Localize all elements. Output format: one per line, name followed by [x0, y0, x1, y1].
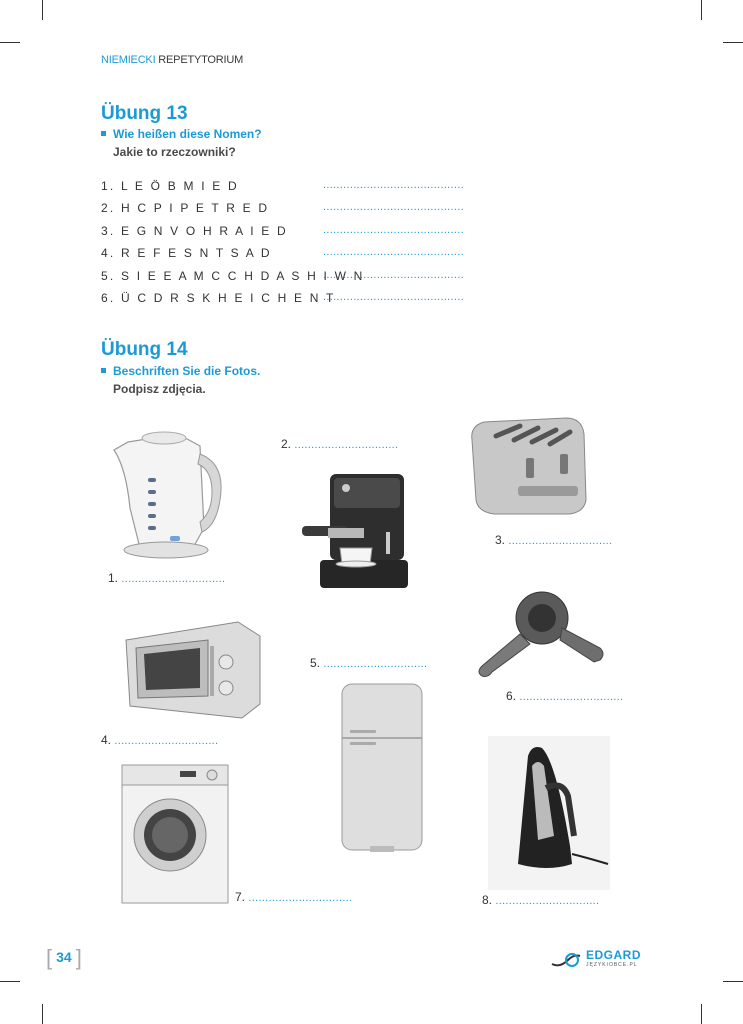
anagram-text: L E Ö B M I E D [120, 179, 239, 193]
iron-photo [488, 736, 610, 890]
anagram-row [101, 201, 481, 219]
kettle-photo [108, 428, 230, 560]
label-number: 1. [108, 571, 119, 585]
answer-blank[interactable]: .......................................... [323, 246, 464, 258]
anagram-text: E G N V O H R A I E D [120, 224, 288, 238]
answer-blank[interactable]: ............................... [508, 535, 613, 547]
crop-mark [701, 0, 702, 20]
label-7 [235, 890, 352, 904]
answer-blank[interactable]: ............................... [323, 658, 428, 670]
anagram-text: Ü C D R S K H E I C H E N T [120, 291, 336, 305]
toaster-photo [466, 414, 590, 518]
anagram-row [101, 224, 481, 242]
washing-machine-photo [120, 763, 230, 905]
label-4 [101, 733, 218, 747]
label-2 [281, 437, 398, 451]
instruction-polish: Podpisz zdjęcia. [113, 382, 206, 396]
answer-blank[interactable]: .......................................... [323, 291, 464, 303]
answer-blank[interactable]: .......................................... [323, 201, 464, 213]
label-1 [108, 571, 225, 585]
anagram-text: R E F E S N T S A D [120, 246, 272, 260]
refrigerator-photo [340, 682, 424, 854]
label-8 [482, 893, 599, 907]
label-6 [506, 689, 623, 703]
anagram-text: S I E E A M C C H D A S H I W N [120, 269, 365, 283]
anagram-text: H C P I P E T R E D [120, 201, 270, 215]
exercise-14-instructions [101, 362, 260, 398]
label-number: 6. [506, 689, 517, 703]
answer-blank[interactable]: .......................................... [323, 269, 464, 281]
running-header [101, 54, 243, 66]
crop-mark [723, 981, 743, 982]
logo-subtext: JĘZYKIOBCE.PL [586, 962, 638, 968]
answer-blank[interactable]: ............................... [248, 892, 353, 904]
crop-mark [42, 0, 43, 20]
logo-text: EDGARD [586, 948, 642, 962]
answer-blank[interactable]: ............................... [495, 895, 600, 907]
instruction-german: Wie heißen diese Nomen? [101, 125, 262, 143]
answer-blank[interactable]: ............................... [294, 439, 399, 451]
anagram-row [101, 179, 481, 197]
instruction-polish: Jakie to rzeczowniki? [113, 145, 236, 159]
anagram-row [101, 246, 481, 264]
anagram-row [101, 269, 481, 287]
label-number: 3. [495, 533, 506, 547]
item-number: 2. [101, 201, 116, 215]
answer-blank[interactable]: ............................... [121, 573, 226, 585]
answer-blank[interactable]: ............................... [519, 691, 624, 703]
exercise-14-title: Übung 14 [101, 339, 188, 360]
crop-mark [723, 42, 743, 43]
label-number: 4. [101, 733, 112, 747]
espresso-machine-photo [300, 466, 410, 598]
label-number: 2. [281, 437, 292, 451]
page-number-value: 34 [56, 949, 72, 965]
label-3 [495, 533, 612, 547]
instruction-german: Beschriften Sie die Fotos. [101, 362, 260, 380]
item-number: 3. [101, 224, 116, 238]
page-number: [ 34 ] [46, 945, 82, 970]
microwave-photo [122, 618, 264, 722]
label-number: 7. [235, 890, 246, 904]
label-number: 5. [310, 656, 321, 670]
answer-blank[interactable]: ............................... [114, 735, 219, 747]
crop-mark [701, 1004, 702, 1024]
answer-blank[interactable]: .......................................... [323, 179, 464, 191]
header-title: REPETYTORIUM [158, 54, 244, 66]
hair-dryer-photo [470, 588, 612, 678]
item-number: 6. [101, 291, 116, 305]
crop-mark [0, 42, 20, 43]
logo-mark-icon [550, 948, 582, 972]
answer-blank[interactable]: .......................................... [323, 224, 464, 236]
crop-mark [42, 1004, 43, 1024]
item-number: 5. [101, 269, 116, 283]
item-number: 4. [101, 246, 116, 260]
exercise-13-title: Übung 13 [101, 103, 188, 124]
label-number: 8. [482, 893, 493, 907]
crop-mark [0, 981, 20, 982]
publisher-logo [550, 948, 645, 972]
item-number: 1. [101, 179, 116, 193]
anagram-row [101, 291, 481, 309]
exercise-13-instructions [101, 125, 262, 161]
header-subject: NIEMIECKI [101, 54, 156, 66]
label-5 [310, 656, 427, 670]
